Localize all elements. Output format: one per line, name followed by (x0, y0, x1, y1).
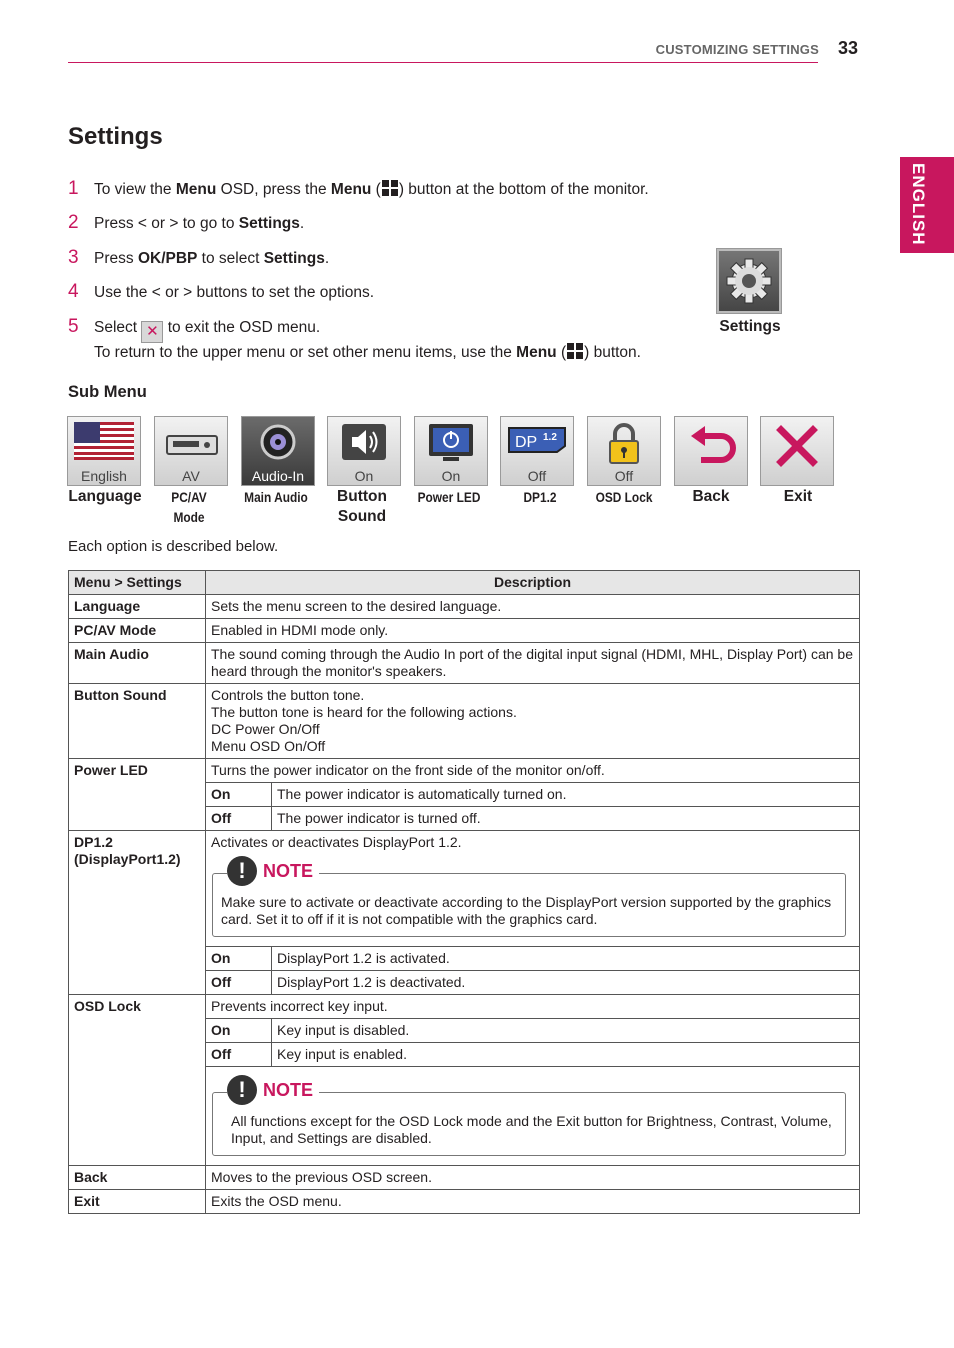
tile-label-line: Mode (173, 509, 205, 525)
settings-label: Settings (719, 318, 781, 335)
us-flag-icon (67, 422, 141, 465)
note-text: To return to the upper menu or set other menu items, use the (94, 344, 517, 361)
tile-caption: Audio-In (251, 468, 305, 484)
tile-label-dp: DP1.2 (523, 489, 557, 505)
table-row (69, 619, 860, 643)
note-text: All functions except for the OSD Lock mode and the Exit button for Brightness, Contrast, Volume, Input, and Settings are disabled. (231, 1113, 832, 1146)
close-icon: ✕ (141, 321, 163, 343)
option-name: Language (69, 595, 206, 619)
tile-dp (500, 416, 574, 486)
step-bold: Settings (238, 215, 300, 232)
tile-label-exit: Exit (783, 488, 813, 505)
step-text: to exit the OSD menu. (163, 319, 321, 336)
page-title: Settings (68, 123, 163, 150)
tile-label-line: Sound (337, 508, 387, 525)
table-header: Menu > Settings (69, 571, 206, 595)
tile-label-button-sound (317, 487, 407, 527)
step-number: 3 (68, 247, 79, 268)
note-box (212, 1077, 846, 1156)
step-number: 4 (68, 281, 79, 302)
option-name (69, 831, 206, 995)
step-text: . (299, 215, 305, 232)
audio-in-icon (241, 422, 315, 469)
language-tab (900, 157, 954, 253)
gear-icon (717, 249, 781, 313)
close-icon (760, 422, 834, 479)
table-row (69, 831, 860, 947)
language-tab-label: ENGLISH (909, 163, 928, 246)
tile-caption: On (354, 468, 374, 484)
tile-button-sound (327, 416, 401, 486)
tile-label-power-led: Power LED (417, 489, 481, 505)
tile-label-line: PC/AV (171, 489, 207, 505)
dp-version-text: 1.2 (543, 432, 557, 443)
step-1 (68, 178, 649, 200)
table-header-row (69, 571, 860, 595)
table-row (69, 1166, 860, 1190)
table-row (69, 995, 860, 1019)
note-box (212, 858, 846, 937)
tile-caption: English (81, 468, 127, 484)
displayport-icon (500, 422, 574, 461)
table-row (69, 684, 860, 759)
exclamation-icon: ! (227, 1075, 257, 1105)
step-bold: Menu (175, 181, 217, 198)
section-title: CUSTOMIZING SETTINGS (655, 42, 819, 57)
description-line: Controls the button tone. (211, 687, 365, 703)
return-note (94, 343, 641, 362)
value-name: On (206, 947, 272, 971)
tile-label-back: Back (692, 488, 730, 505)
option-description: Enabled in HDMI mode only. (206, 619, 860, 643)
step-text: Press (94, 250, 138, 267)
step-bold: Menu (330, 181, 372, 198)
value-name: Off (206, 971, 272, 995)
note-header (227, 1075, 319, 1105)
tile-caption: Off (527, 468, 547, 484)
tile-caption: AV (182, 468, 200, 484)
header-divider (68, 62, 818, 63)
exclamation-icon: ! (227, 856, 257, 886)
table-row (69, 595, 860, 619)
tile-label-osd-lock: OSD Lock (595, 489, 653, 505)
value-name: Off (206, 807, 272, 831)
tile-caption: Off (614, 468, 634, 484)
option-description (206, 684, 860, 759)
option-description: The sound coming through the Audio In port of the digital input signal (HDMI, MHL, Display Port) can be heard through the monitor's speakers. (206, 643, 860, 684)
option-name: Exit (69, 1190, 206, 1214)
menu-grid-icon (382, 180, 398, 196)
value-name: On (206, 783, 272, 807)
option-description: Turns the power indicator on the front side of the monitor on/off. (206, 759, 860, 783)
step-text: To view the (94, 181, 176, 198)
note-cell (206, 1067, 860, 1166)
menu-grid-icon (567, 343, 583, 359)
options-table (68, 570, 860, 1214)
note-header (227, 856, 319, 886)
option-description: Sets the menu screen to the desired language. (206, 595, 860, 619)
step-4 (68, 281, 374, 303)
tile-osd-lock (587, 416, 661, 486)
described-text: Each option is described below. (68, 538, 279, 555)
page-number: 33 (838, 38, 859, 58)
option-name: OSD Lock (69, 995, 206, 1166)
option-name: Main Audio (69, 643, 206, 684)
step-number: 2 (68, 212, 79, 233)
value-description: The power indicator is automatically turned on. (272, 783, 860, 807)
step-bold: Settings (263, 250, 325, 267)
speaker-icon (327, 422, 401, 467)
tile-caption: On (441, 468, 461, 484)
option-name: Power LED (69, 759, 206, 831)
step-bold: OK/PBP (137, 250, 198, 267)
description-line: Activates or deactivates DisplayPort 1.2. (211, 834, 462, 850)
tile-label-language: Language (68, 488, 142, 505)
back-arrow-icon (674, 422, 748, 479)
step-5 (68, 316, 320, 343)
step-3 (68, 247, 329, 269)
power-monitor-icon (414, 422, 488, 469)
option-name: Button Sound (69, 684, 206, 759)
note-bold: Menu (516, 344, 557, 361)
step-number: 1 (68, 178, 79, 199)
value-description: Key input is enabled. (272, 1043, 860, 1067)
option-description: Exits the OSD menu. (206, 1190, 860, 1214)
description-line: The button tone is heard for the following actions. (211, 704, 517, 720)
table-header: Description (206, 571, 860, 595)
step-number: 5 (68, 316, 79, 337)
tile-main-audio (241, 416, 315, 486)
table-row (69, 759, 860, 783)
option-description (206, 831, 860, 947)
value-description: DisplayPort 1.2 is activated. (272, 947, 860, 971)
dp-badge-text: DP (515, 434, 538, 451)
tile-label-pc-av (151, 487, 228, 527)
tile-exit (760, 416, 834, 486)
description-line: Menu OSD On/Off (211, 738, 326, 754)
settings-tile (716, 248, 782, 314)
tile-power-led (414, 416, 488, 486)
sub-menu-title: Sub Menu (68, 383, 147, 401)
note-text: Make sure to activate or deactivate according to the DisplayPort version supported by the graphics card. Set it to off if it is not compatible with the graphics card. (221, 894, 832, 927)
option-name: PC/AV Mode (69, 619, 206, 643)
note-text: ) button. (584, 344, 641, 361)
step-text: OSD, press the (216, 181, 331, 198)
tile-label-line: Button (337, 488, 387, 505)
note-label: NOTE (263, 860, 314, 881)
table-row (69, 643, 860, 684)
option-description: Moves to the previous OSD screen. (206, 1166, 860, 1190)
value-name: On (206, 1019, 272, 1043)
value-name: Off (206, 1043, 272, 1067)
value-description: The power indicator is turned off. (272, 807, 860, 831)
description-line: DC Power On/Off (211, 721, 320, 737)
step-text: Select (94, 319, 142, 336)
step-2 (68, 212, 304, 234)
table-row (69, 1190, 860, 1214)
option-name-line: DP1.2 (74, 834, 113, 850)
note-text: ( (556, 344, 567, 361)
tile-language (67, 416, 141, 486)
lock-icon (587, 422, 661, 469)
option-description: Prevents incorrect key input. (206, 995, 860, 1019)
step-text: ( (371, 181, 381, 198)
step-text: ) button at the bottom of the monitor. (398, 181, 649, 198)
value-description: DisplayPort 1.2 is deactivated. (272, 971, 860, 995)
value-description: Key input is disabled. (272, 1019, 860, 1043)
tile-label-main-audio: Main Audio (244, 489, 308, 505)
tile-back (674, 416, 748, 486)
step-text: . (324, 250, 330, 267)
option-name: Back (69, 1166, 206, 1190)
note-label: NOTE (263, 1079, 314, 1100)
step-text: to select (197, 250, 264, 267)
pc-av-icon (154, 422, 228, 465)
step-text: Use the < or > buttons to set the options. (94, 284, 375, 301)
tile-pc-av (154, 416, 228, 486)
option-name-line: (DisplayPort1.2) (74, 851, 181, 867)
step-text: Press < or > to go to (94, 215, 239, 232)
